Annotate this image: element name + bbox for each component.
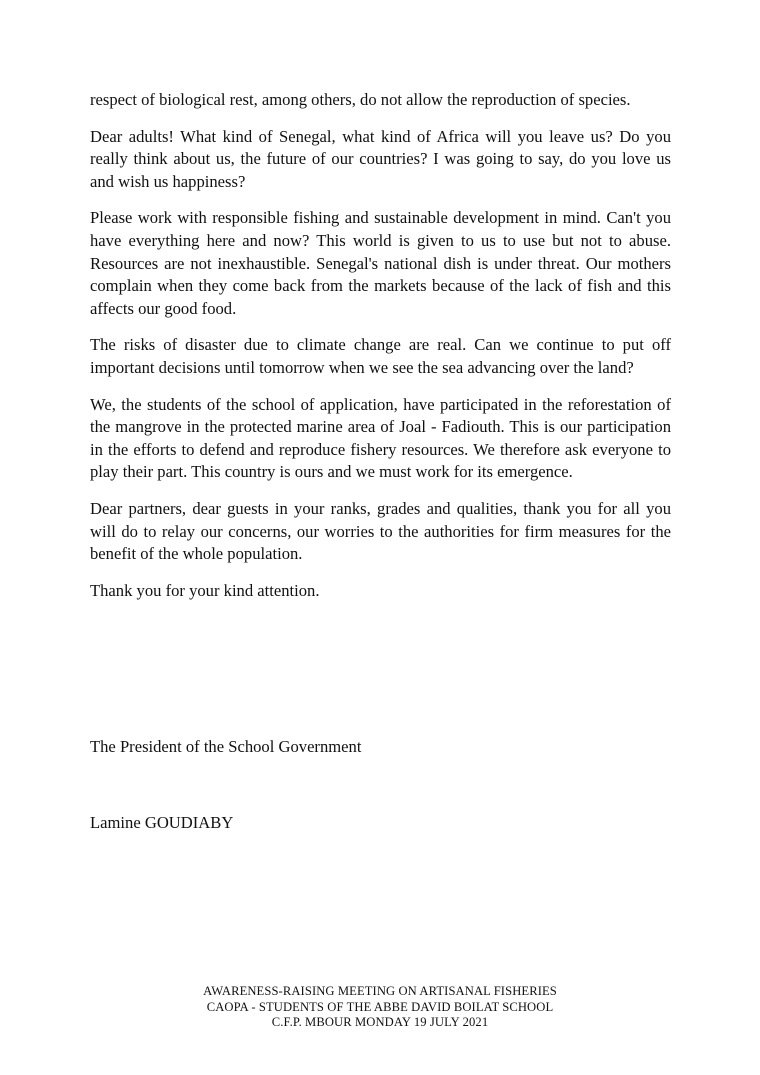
footer-line-organizers: CAOPA - STUDENTS OF THE ABBE DAVID BOILAT SCHOOL	[206, 999, 554, 1014]
paragraph-dear-adults: Dear adults! What kind of Senegal, what kind of Africa will you leave us? Do you really think about us, the future of our countries? I was going to say, do you love us and wish us happiness?	[90, 126, 671, 191]
paragraph-biological-rest: respect of biological rest, among others, do not allow the reproduction of species.	[90, 90, 631, 109]
signature-name: Lamine GOUDIABY	[90, 813, 234, 832]
signature-title: The President of the School Government	[90, 737, 362, 756]
footer-line-location-date: C.F.P. MBOUR MONDAY 19 JULY 2021	[271, 1015, 489, 1030]
letter-body	[90, 89, 671, 616]
paragraph-responsible-fishing: Please work with responsible fishing and sustainable development in mind. Can't you have everything here and now? This world is given to us to use but not to abuse. Resources are not inexhaustible. Senegal's national dish is under threat. Our mothers complain when they come back from the markets because of the lack of fish and this affects our good food.	[90, 208, 671, 318]
footer-line-event: AWARENESS-RAISING MEETING ON ARTISANAL FISHERIES	[203, 984, 557, 998]
paragraph-climate-change: The risks of disaster due to climate change are real. Can we continue to put off important decisions until tomorrow when we see the sea advancing over the land?	[90, 335, 671, 377]
paragraph-dear-partners: Dear partners, dear guests in your ranks, grades and qualities, thank you for all you will do to relay our concerns, our worries to the authorities for firm measures for the benefit of the whole population.	[90, 498, 671, 564]
paragraph-mangrove-reforestation: We, the students of the school of application, have participated in the reforestation of the mangrove in the protected marine area of Joal - Fadiouth. This is our participation in the efforts to defend and reproduce fishery resources. We therefore ask everyone to play their part. This country is ours and we must work for its emergence.	[90, 394, 671, 482]
paragraph-thank-you: Thank you for your kind attention.	[90, 580, 320, 600]
page-footer	[0, 984, 760, 1031]
